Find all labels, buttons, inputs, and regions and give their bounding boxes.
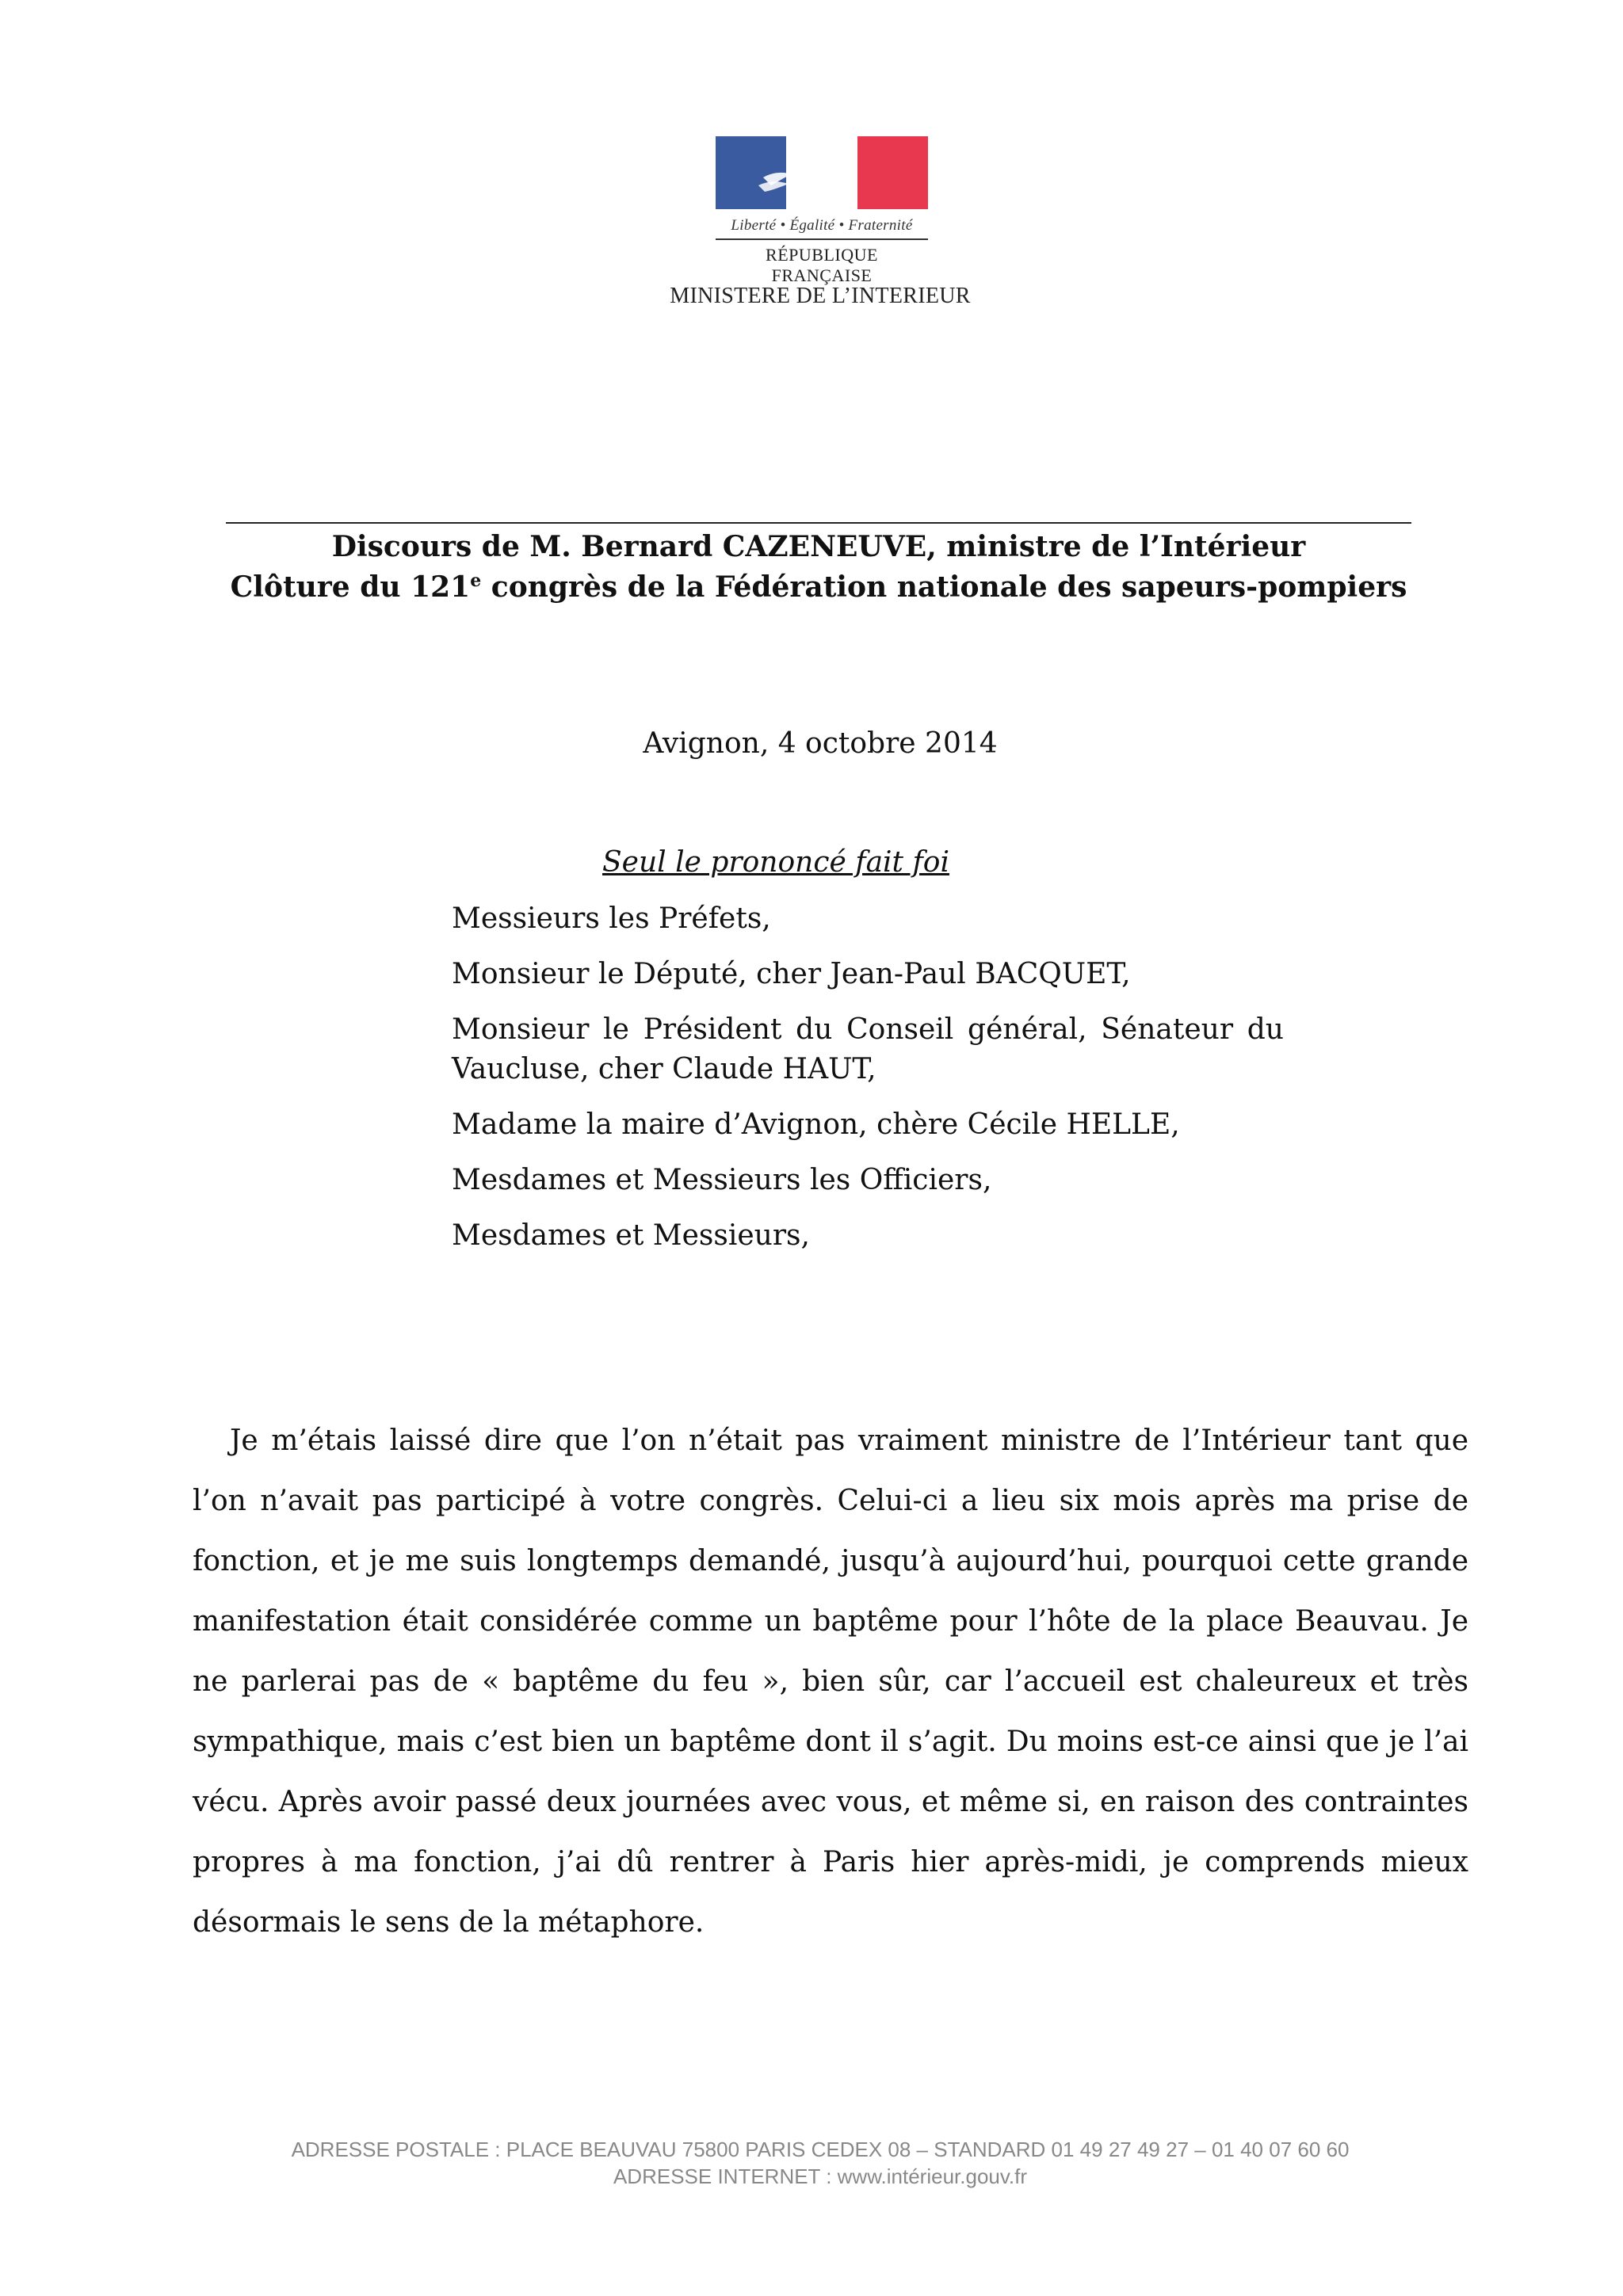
title-line2-before: Clôture du 121 xyxy=(230,570,471,604)
salutation: Mesdames et Messieurs, xyxy=(452,1219,810,1252)
salutation: Monsieur le Député, cher Jean-Paul BACQUET, xyxy=(452,958,1131,990)
footer xyxy=(182,2136,1458,2190)
footer-address: ADRESSE POSTALE : PLACE BEAUVAU 75800 PARIS CEDEX 08 – STANDARD 01 49 27 49 27 – 01 40 07 60 60 xyxy=(291,2138,1350,2161)
speech-title-line1: Discours de M. Bernard CAZENEUVE, ministre de l’Intérieur xyxy=(331,530,1306,563)
dateline: Avignon, 4 octobre 2014 xyxy=(643,727,998,760)
ministry-name: MINISTERE DE L’INTERIEUR xyxy=(670,284,971,308)
disclaimer: Seul le prononcé fait foi xyxy=(602,846,949,879)
marianne-flag-icon xyxy=(716,136,928,209)
salutation: Messieurs les Préfets, xyxy=(452,902,771,935)
salutation: Mesdames et Messieurs les Officiers, xyxy=(452,1164,992,1196)
speech-title-line2 xyxy=(226,567,1411,607)
motto: Liberté • Égalité • Fraternité xyxy=(731,217,913,234)
logo-divider xyxy=(716,238,928,240)
salutation: Monsieur le Président du Conseil général, Sénateur du Vaucluse, cher Claude HAUT, xyxy=(452,1013,1284,1085)
salutation: Madame la maire d’Avignon, chère Cécile HELLE, xyxy=(452,1108,1180,1141)
republique-francaise: RÉPUBLIQUE FRANÇAISE xyxy=(766,245,878,285)
title-line2-sup: e xyxy=(470,570,482,591)
salutations-list xyxy=(452,899,1284,1272)
body-paragraph: Je m’étais laissé dire que l’on n’était pas vraiment ministre de l’Intérieur tant que l’on n’avait pas participé à votre congrès. Celui-ci a lieu six mois après ma prise de fonction, et je me suis longtemps demandé, jusqu’à aujourd’hui, pourquoi cette grande manifestation était considérée comme un baptême pour l’hôte de la place Beauvau. Je ne parlerai pas de « baptême du feu », bien sûr, car l’accueil est chaleureux et très sympathique, mais c’est bien un baptême dont il s’agit. Du moins est-ce ainsi que je l’ai vécu. Après avoir passé deux journées avec vous, et même si, en raison des contraintes propres à ma fonction, j’ai dû rentrer à Paris hier après-midi, je comprends mieux désormais le sens de la métaphore. xyxy=(193,1425,1468,1939)
republique-francaise-logo xyxy=(716,136,928,286)
footer-website: ADRESSE INTERNET : www.intérieur.gouv.fr xyxy=(613,2164,1028,2188)
title-divider xyxy=(226,522,1411,524)
title-line2-after: congrès de la Fédération nationale des sapeurs-pompiers xyxy=(481,570,1407,604)
